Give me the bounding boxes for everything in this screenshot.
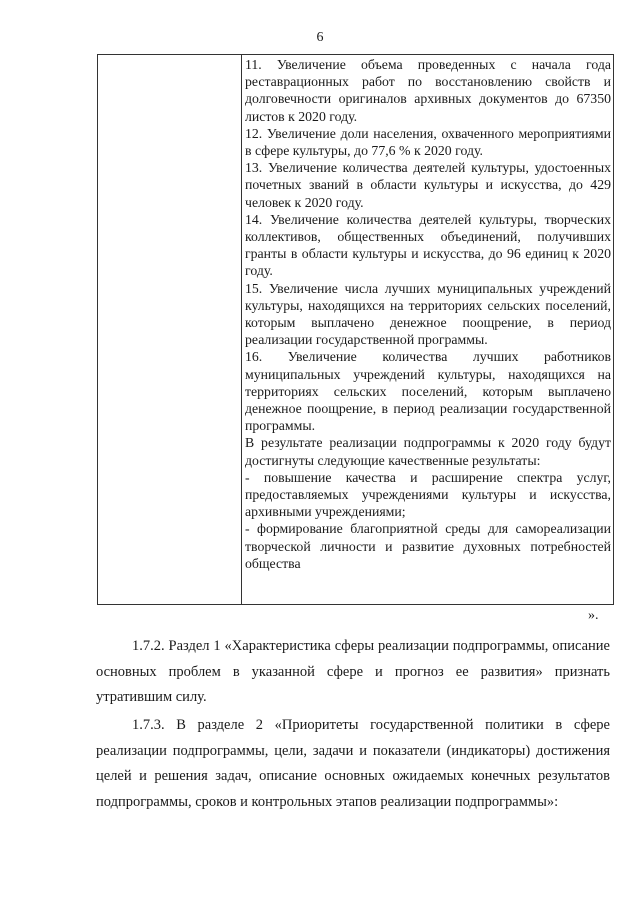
qualitative-result-1: - повышение качества и расширение спектра услуг, предоставляемых учреждениями культуры и искусства, архивными учреждениями; <box>245 469 611 520</box>
section-1-7-2-text: 1.7.2. Раздел 1 «Характеристика сферы реализации подпрограммы, описание основных проблем в указанной сфере и прогноз ее развития» признать утратившим силу. <box>96 638 610 705</box>
section-1-7-2 <box>96 634 610 711</box>
result-item-15: 15. Увеличение числа лучших муниципальных учреждений культуры, находящихся на территориях сельских поселений, которым выплачено денежное поощрение, в период реализации государственной программы. <box>245 280 611 348</box>
result-item-14: 14. Увеличение количества деятелей культуры, творческих коллективов, общественных объединений, получивших гранты в области культуры и искусства, до 96 единиц к 2020 году. <box>245 211 611 279</box>
result-item-13: 13. Увеличение количества деятелей культуры, удостоенных почетных званий в области культуры и искусства, до 429 человек к 2020 году. <box>245 160 611 210</box>
page-number: 6 <box>316 30 324 45</box>
table-left-cell <box>98 55 242 604</box>
result-item-12: 12. Увеличение доли населения, охваченного мероприятиями в сфере культуры, до 77,6 % к 2020 году. <box>245 125 611 159</box>
section-1-7-3-text: 1.7.3. В разделе 2 «Приоритеты государственной политики в сфере реализации подпрограммы, цели, задачи и показатели (индикаторы) достижения целей и решения задач, описание основных ожидаемых конечных результатов подпрограммы, сроков и контрольных этапов реализации подпрограммы»: <box>96 717 610 810</box>
closing-quote: ». <box>588 608 599 623</box>
result-item-11: 11. Увеличение объема проведенных с начала года реставрационных работ по восстановлению свойств и долговечности оригиналов архивных документов до 67350 листов к 2020 году. <box>245 57 611 124</box>
results-intro: В результате реализации подпрограммы к 2020 году будут достигнуты следующие качественные результаты: <box>245 435 611 468</box>
document-table <box>97 54 614 605</box>
table-right-cell <box>242 55 613 604</box>
result-item-16: 16. Увеличение количества лучших работников муниципальных учреждений культуры, находящихся на территориях сельских поселений, которым выплачено денежное поощрение, в период реализации государственной программы. <box>245 349 611 434</box>
qualitative-result-2: - формирование благоприятной среды для самореализации творческой личности и развитие духовных потребностей общества <box>245 521 611 571</box>
section-1-7-3 <box>96 713 610 815</box>
